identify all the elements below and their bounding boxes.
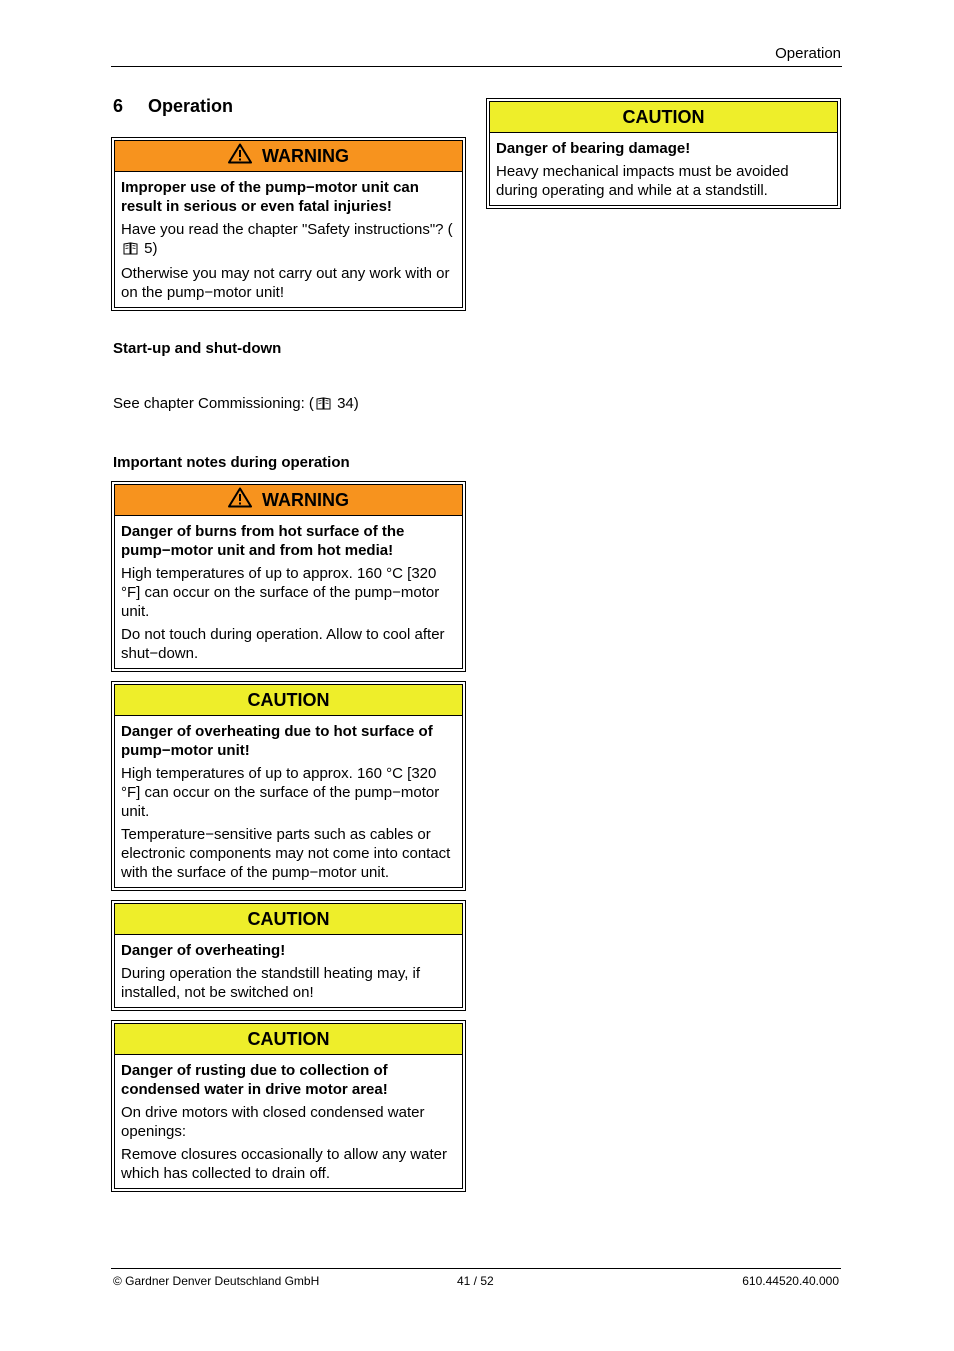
warning-text-2: Otherwise you may not carry out any work with or on the pump−motor unit!: [121, 265, 450, 301]
caution-box-overheating: [111, 900, 466, 1011]
caution-text-1: High temperatures of up to approx. 160 °C [320 °F] can occur on the surface of the pump−motor unit.: [121, 765, 440, 820]
notes-heading: Important notes during operation: [113, 454, 350, 471]
section-heading: [113, 96, 466, 117]
caution-bold-text: Danger of rusting due to collection of condensed water in drive motor area!: [121, 1062, 388, 1098]
warning-triangle-icon: [228, 143, 252, 169]
right-column: [486, 98, 841, 209]
caution-bold-text: Danger of bearing damage!: [496, 140, 691, 157]
caution-label: CAUTION: [247, 1028, 330, 1049]
caution-text-1: Heavy mechanical impacts must be avoided during operating and while at a standstill.: [496, 163, 789, 199]
caution-header: [490, 102, 837, 133]
warning-label: WARNING: [262, 145, 349, 166]
caution-header: [115, 685, 462, 716]
warning-box-burns: [111, 481, 466, 672]
header-rule: [111, 66, 842, 67]
caution-text-2: Remove closures occasionally to allow any water which has collected to drain off.: [121, 1146, 447, 1182]
footer-copyright: © Gardner Denver Deutschland GmbH: [113, 1274, 320, 1288]
footer-rule: [111, 1268, 841, 1269]
footer-doc-number: 610.44520.40.000: [742, 1274, 839, 1288]
warning-header: [115, 485, 462, 516]
caution-header: [115, 904, 462, 935]
caution-text-1: During operation the standstill heating may, if installed, not be switched on!: [121, 965, 421, 1001]
book-icon: [123, 241, 138, 260]
commissioning-link[interactable]: 34): [337, 395, 359, 412]
warning-triangle-icon: [228, 487, 252, 513]
warning-text-2: Do not touch during operation. Allow to cool after shut−down.: [121, 626, 445, 662]
caution-label: CAUTION: [247, 908, 330, 929]
caution-bold-text: Danger of overheating due to hot surface of pump−motor unit!: [121, 723, 433, 759]
section-number: 6: [113, 96, 124, 116]
caution-header: [115, 1024, 462, 1055]
caution-box-overheating-surface: [111, 681, 466, 891]
book-icon: [316, 397, 331, 414]
caution-box-bearing: [486, 98, 841, 209]
left-column: [111, 96, 466, 1192]
startup-heading: Start-up and shut-down: [113, 340, 282, 357]
caution-box-rusting: [111, 1020, 466, 1192]
warning-text-1: Have you read the chapter "Safety instructions"? ( 5): [121, 220, 456, 260]
warning-text-1: High temperatures of up to approx. 160 °C [320 °F] can occur on the surface of the pump−motor unit.: [121, 565, 440, 620]
commissioning-reference: See chapter Commissioning: ( 34): [113, 395, 359, 412]
safety-chapter-link[interactable]: 5): [144, 240, 158, 257]
footer-page-number: 41 / 52: [457, 1274, 494, 1288]
warning-box-safety: [111, 137, 466, 311]
warning-bold-text: Danger of burns from hot surface of the pump−motor unit and from hot media!: [121, 523, 405, 559]
caution-text-1: On drive motors with closed condensed water openings:: [121, 1104, 425, 1140]
caution-text-2: Temperature−sensitive parts such as cables or electronic components may not come into contact with the surface of the pump−motor unit.: [121, 826, 451, 881]
caution-bold-text: Danger of overheating!: [121, 942, 286, 959]
warning-header: [115, 141, 462, 172]
header-title: Operation: [775, 45, 841, 62]
warning-label: WARNING: [262, 489, 349, 510]
caution-label: CAUTION: [622, 106, 705, 127]
warning-bold-text: Improper use of the pump−motor unit can result in serious or even fatal injuries!: [121, 179, 419, 215]
section-title: Operation: [148, 96, 234, 116]
caution-label: CAUTION: [247, 689, 330, 710]
